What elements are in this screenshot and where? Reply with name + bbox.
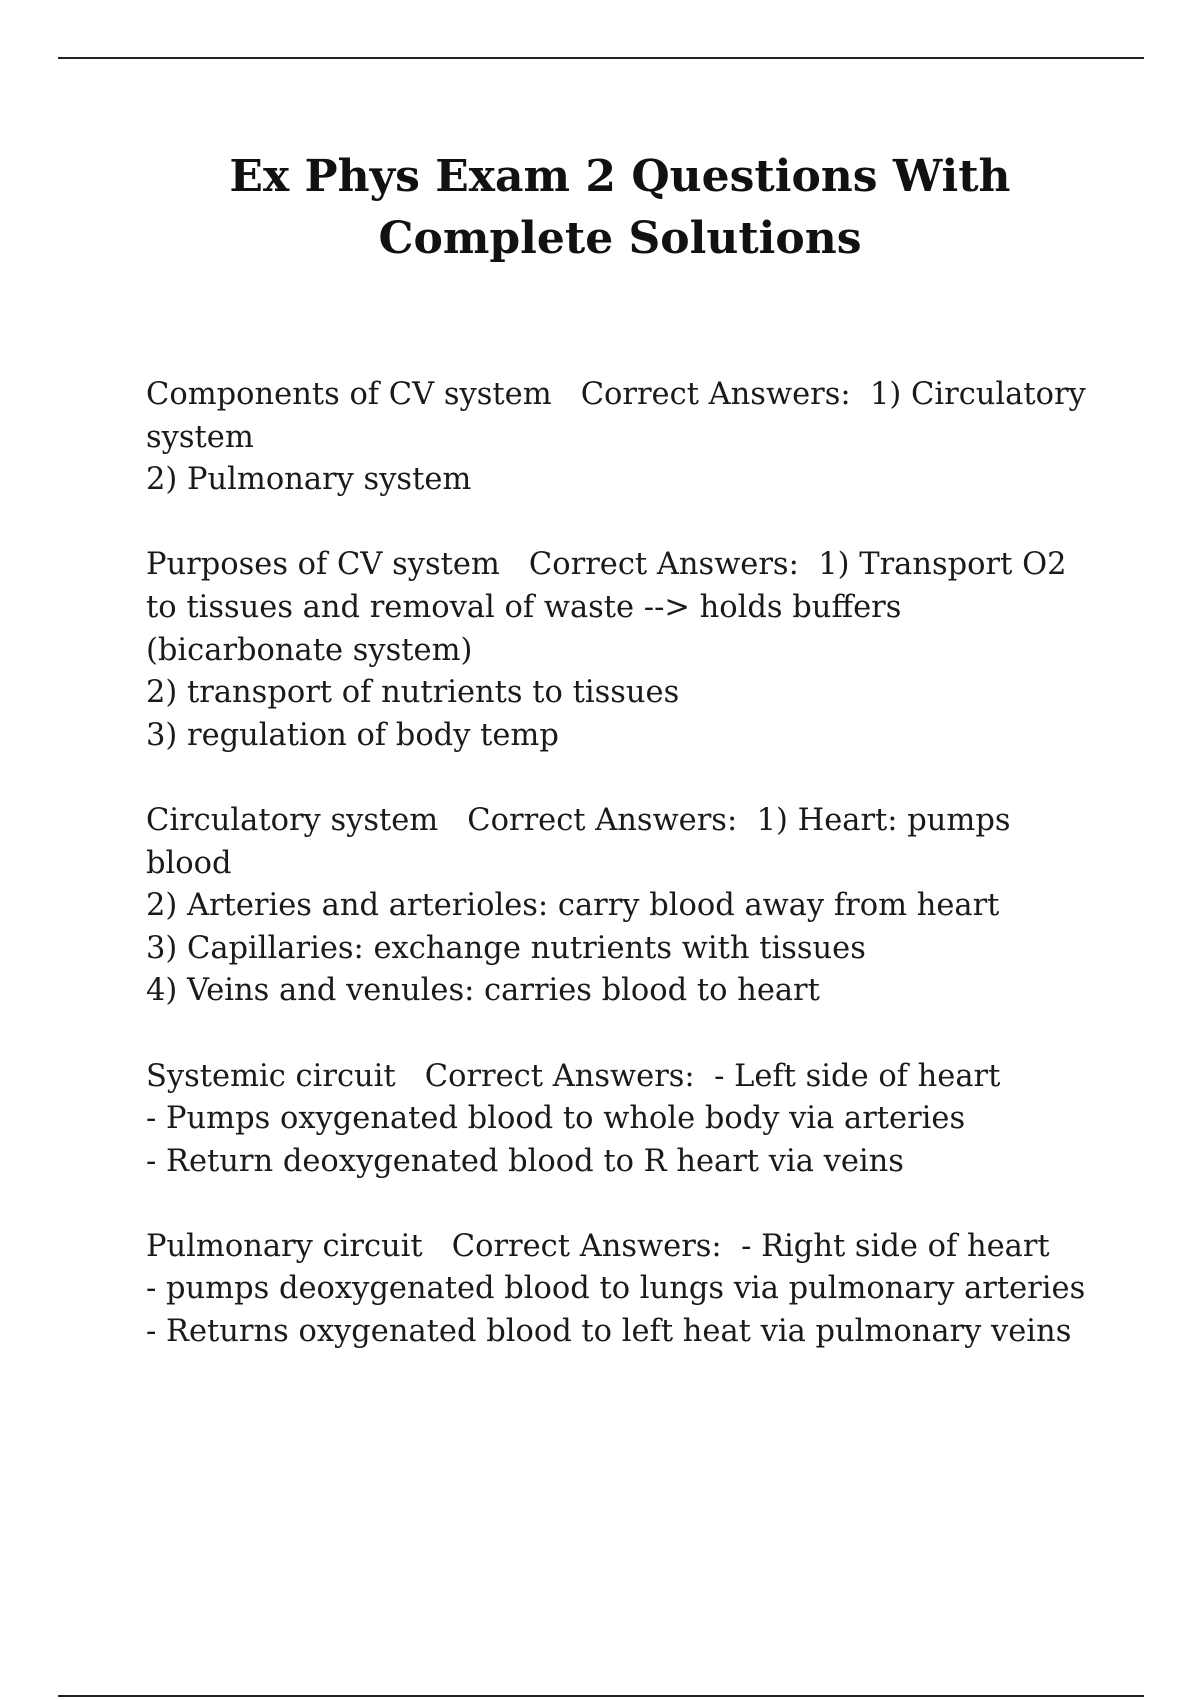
text-line: 2) Pulmonary system bbox=[146, 462, 472, 498]
qa-entry-components bbox=[146, 374, 1146, 502]
qa-entry-purposes bbox=[146, 544, 1146, 757]
footer-rule bbox=[58, 1695, 1144, 1697]
document-title bbox=[180, 146, 1060, 270]
document-body bbox=[146, 374, 1146, 1396]
title-line: Complete Solutions bbox=[378, 213, 862, 264]
qa-entry-systemic bbox=[146, 1056, 1146, 1184]
text-line: Systemic circuit Correct Answers: - Left side of heart bbox=[146, 1058, 1001, 1094]
text-line: system bbox=[146, 419, 254, 455]
text-line: Pulmonary circuit Correct Answers: - Right side of heart bbox=[146, 1228, 1050, 1264]
text-line: - Return deoxygenated blood to R heart via veins bbox=[146, 1143, 904, 1179]
qa-entry-circulatory bbox=[146, 800, 1146, 1013]
text-line: blood bbox=[146, 845, 232, 881]
text-line: Circulatory system Correct Answers: 1) Heart: pumps bbox=[146, 802, 1011, 838]
text-line: - pumps deoxygenated blood to lungs via pulmonary arteries bbox=[146, 1271, 1086, 1307]
text-line: 3) regulation of body temp bbox=[146, 717, 559, 753]
text-line: - Returns oxygenated blood to left heat via pulmonary veins bbox=[146, 1314, 1072, 1350]
text-line: (bicarbonate system) bbox=[146, 632, 473, 668]
title-line: Ex Phys Exam 2 Questions With bbox=[229, 151, 1011, 202]
text-line: Purposes of CV system Correct Answers: 1) Transport O2 bbox=[146, 547, 1067, 583]
text-line: Components of CV system Correct Answers: 1) Circulatory bbox=[146, 377, 1086, 412]
text-line: 2) transport of nutrients to tissues bbox=[146, 675, 680, 711]
qa-entry-pulmonary bbox=[146, 1226, 1146, 1354]
text-line: 2) Arteries and arterioles: carry blood away from heart bbox=[146, 888, 1000, 924]
header-rule bbox=[58, 57, 1144, 59]
text-line: 4) Veins and venules: carries blood to heart bbox=[146, 973, 820, 1009]
text-line: - Pumps oxygenated blood to whole body via arteries bbox=[146, 1101, 966, 1137]
text-line: to tissues and removal of waste --> holds buffers bbox=[146, 589, 902, 625]
text-line: 3) Capillaries: exchange nutrients with tissues bbox=[146, 930, 866, 966]
